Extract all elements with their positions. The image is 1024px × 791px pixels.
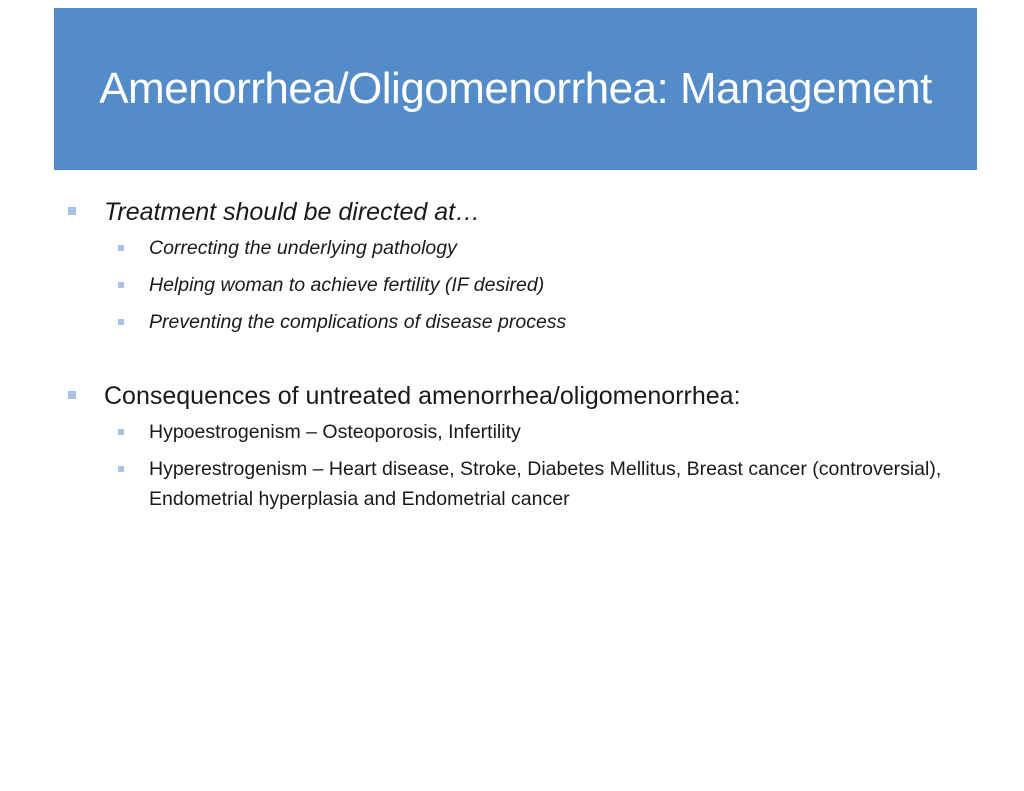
square-bullet-icon: [118, 282, 124, 288]
bullet-level1-treatment: [68, 196, 968, 228]
bullet-text: Consequences of untreated amenorrhea/oligomenorrhea:: [104, 382, 741, 410]
square-bullet-icon: [118, 245, 124, 251]
square-bullet-icon: [118, 466, 124, 472]
bullet-level2: [68, 454, 968, 514]
square-bullet-icon: [68, 391, 76, 399]
bullet-text: Treatment should be directed at…: [104, 198, 481, 226]
square-bullet-icon: [68, 207, 76, 215]
bullet-text: Hyperestrogenism – Heart disease, Stroke, Diabetes Mellitus, Breast cancer (controversial), Endometrial hyperplasia and Endometrial cancer: [149, 458, 942, 510]
bullet-level2: [68, 233, 968, 264]
bullet-text: Correcting the underlying pathology: [149, 237, 457, 259]
square-bullet-icon: [118, 429, 124, 435]
bullet-text: Hypoestrogenism – Osteoporosis, Infertility: [149, 421, 521, 443]
bullet-text: Helping woman to achieve fertility (IF desired): [149, 274, 545, 296]
title-bar: [54, 8, 977, 170]
bullet-level2: [68, 270, 968, 301]
bullet-level2: [68, 307, 968, 338]
slide-content: [68, 196, 968, 514]
slide-title: Amenorrhea/Oligomenorrhea: Management: [99, 64, 932, 113]
bullet-level1-consequences: [68, 380, 968, 412]
square-bullet-icon: [118, 319, 124, 325]
bullet-text: Preventing the complications of disease process: [149, 311, 567, 333]
bullet-level2: [68, 417, 968, 448]
